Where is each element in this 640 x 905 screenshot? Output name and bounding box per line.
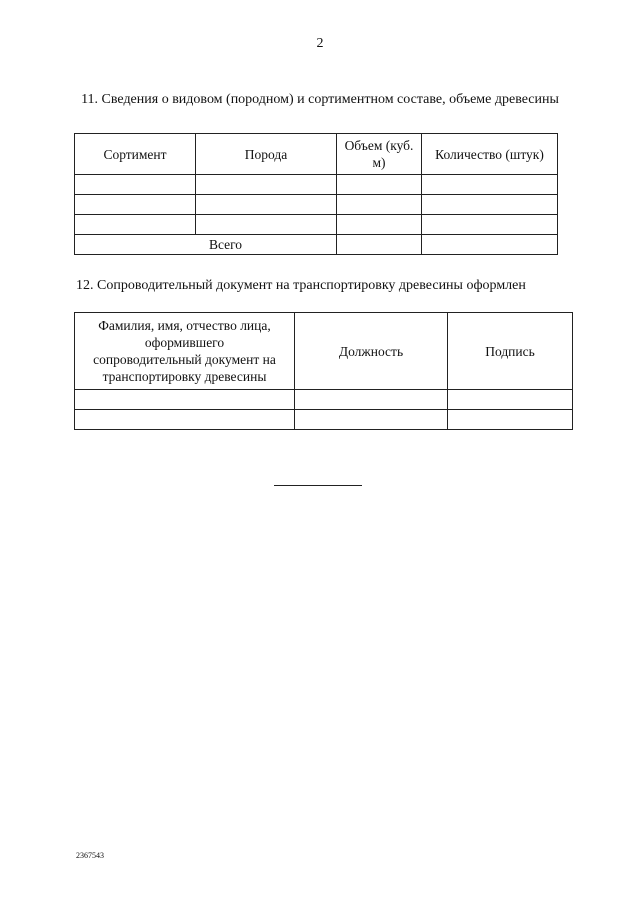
header-species: Порода	[196, 134, 337, 175]
cell[interactable]	[422, 215, 558, 235]
page-number: 2	[316, 36, 324, 51]
header-full-name: Фамилия, имя, отчество лица, оформившего сопроводительный документ на транспортировку древесины	[75, 313, 295, 390]
section-11-title: 11. Сведения о видовом (породном) и сортиментном составе, объеме древесины	[81, 92, 559, 107]
header-quantity: Количество (штук)	[422, 134, 558, 175]
species-assortment-table	[74, 133, 558, 255]
header-volume: Объем (куб. м)	[337, 134, 422, 175]
total-row	[75, 235, 558, 255]
total-quantity-cell[interactable]	[422, 235, 558, 255]
header-position: Должность	[295, 313, 448, 390]
cell[interactable]	[75, 195, 196, 215]
table-header-row	[75, 313, 573, 390]
cell[interactable]	[295, 390, 448, 410]
table-row	[75, 410, 573, 430]
cell[interactable]	[448, 410, 573, 430]
table-row	[75, 195, 558, 215]
cell[interactable]	[337, 215, 422, 235]
cell[interactable]	[75, 215, 196, 235]
header-signature: Подпись	[448, 313, 573, 390]
cell[interactable]	[295, 410, 448, 430]
cell[interactable]	[337, 175, 422, 195]
total-label: Всего	[75, 235, 337, 255]
cell[interactable]	[422, 175, 558, 195]
table-row	[75, 175, 558, 195]
cell[interactable]	[448, 390, 573, 410]
cell[interactable]	[196, 215, 337, 235]
end-divider	[274, 485, 362, 486]
table-row	[75, 390, 573, 410]
cell[interactable]	[422, 195, 558, 215]
cell[interactable]	[196, 175, 337, 195]
document-id: 2367543	[76, 851, 104, 860]
section-12-title: 12. Сопроводительный документ на транспортировку древесины оформлен	[76, 278, 526, 293]
total-volume-cell[interactable]	[337, 235, 422, 255]
table-row	[75, 215, 558, 235]
header-assortment: Сортимент	[75, 134, 196, 175]
cell[interactable]	[337, 195, 422, 215]
cell[interactable]	[75, 390, 295, 410]
cell[interactable]	[196, 195, 337, 215]
transport-document-table	[74, 312, 573, 430]
cell[interactable]	[75, 410, 295, 430]
cell[interactable]	[75, 175, 196, 195]
table-header-row	[75, 134, 558, 175]
